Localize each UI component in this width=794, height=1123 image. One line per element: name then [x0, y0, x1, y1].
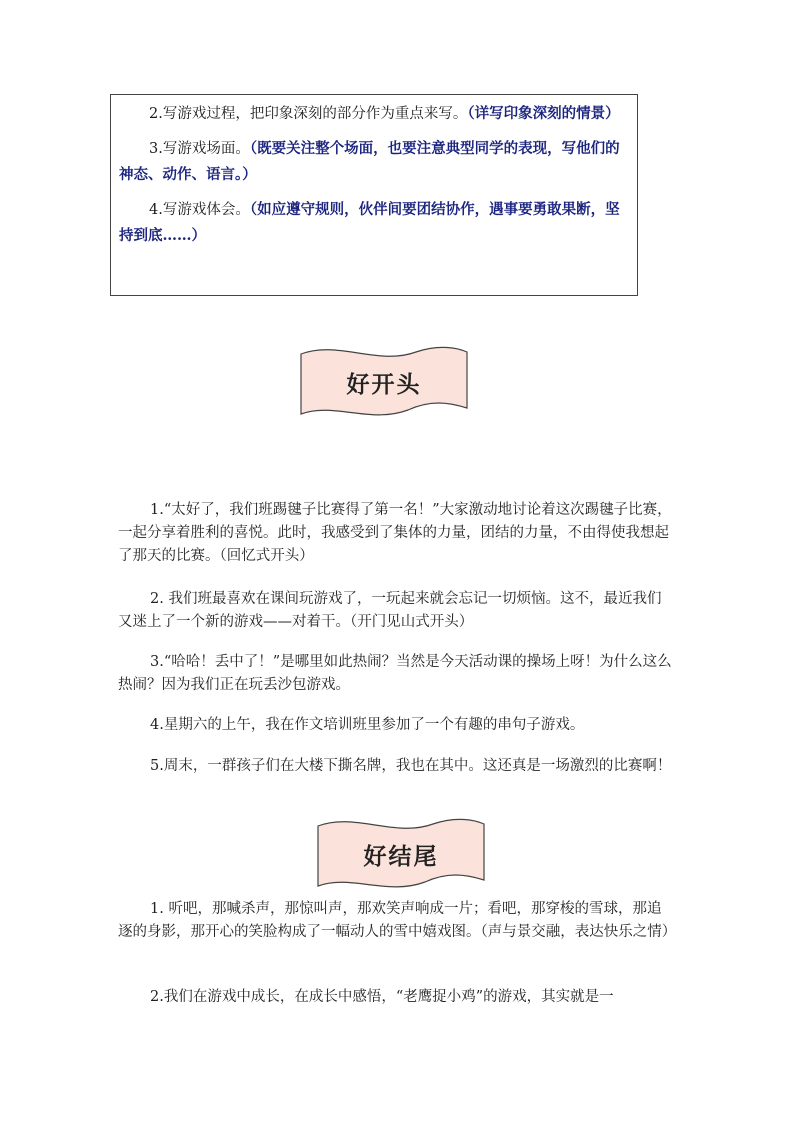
good-ending-title: 好结尾 — [363, 842, 439, 870]
opening-paragraph-5: 5.周末，一群孩子们在大楼下撕名牌，我也在其中。这还真是一场激烈的比赛啊！ — [150, 758, 672, 774]
opening-paragraph-1: 1.“太好了，我们班踢毽子比赛得了第一名！”大家激动地讨论着这次踢毽子比赛，一起分享着胜利的喜悦。此时，我感受到了集体的力量，团结的力量，不由得使我想起了那天的比赛。（回忆式开头） — [118, 502, 672, 564]
ending-paragraph-1: 1. 听吧，那喊杀声，那惊叫声，那欢笑声响成一片；看吧，那穿梭的雪球，那追逐的身影，那开心的笑脸构成了一幅动人的雪中嬉戏图。（声与景交融，表达快乐之情） — [118, 901, 677, 940]
step-item: 2.写游戏过程，把印象深刻的部分作为重点来写。（详写印象深刻的情景） — [149, 105, 620, 122]
opening-paragraph-3: 3.“哈哈！丢中了！”是哪里如此热闹？当然是今天活动课的操场上呀！为什么这么热闹？因为我们正在玩丢沙包游戏。 — [118, 654, 672, 693]
writing-steps-box — [110, 94, 638, 296]
good-opening-banner — [298, 344, 470, 420]
opening-paragraph-4: 4.星期六的上午，我在作文培训班里参加了一个有趣的串句子游戏。 — [150, 717, 585, 733]
good-opening-title: 好开头 — [346, 370, 422, 398]
step-item: 4.写游戏体会。（如应遵守规则，伙伴间要团结协作，遇事要勇敢果断，坚持到底……） — [119, 201, 620, 244]
step-item: 3.写游戏场面。（既要关注整个场面，也要注意典型同学的表现，写他们的神态、动作、语言。） — [119, 140, 620, 183]
ending-paragraph-2: 2.我们在游戏中成长，在成长中感悟，“老鹰捉小鸡”的游戏，其实就是一 — [150, 989, 614, 1005]
opening-paragraph-2: 2. 我们班最喜欢在课间玩游戏了，一玩起来就会忘记一切烦恼。这不，最近我们又迷上了一个新的游戏——对着干。（开门见山式开头） — [118, 591, 662, 630]
good-ending-banner — [315, 816, 487, 892]
